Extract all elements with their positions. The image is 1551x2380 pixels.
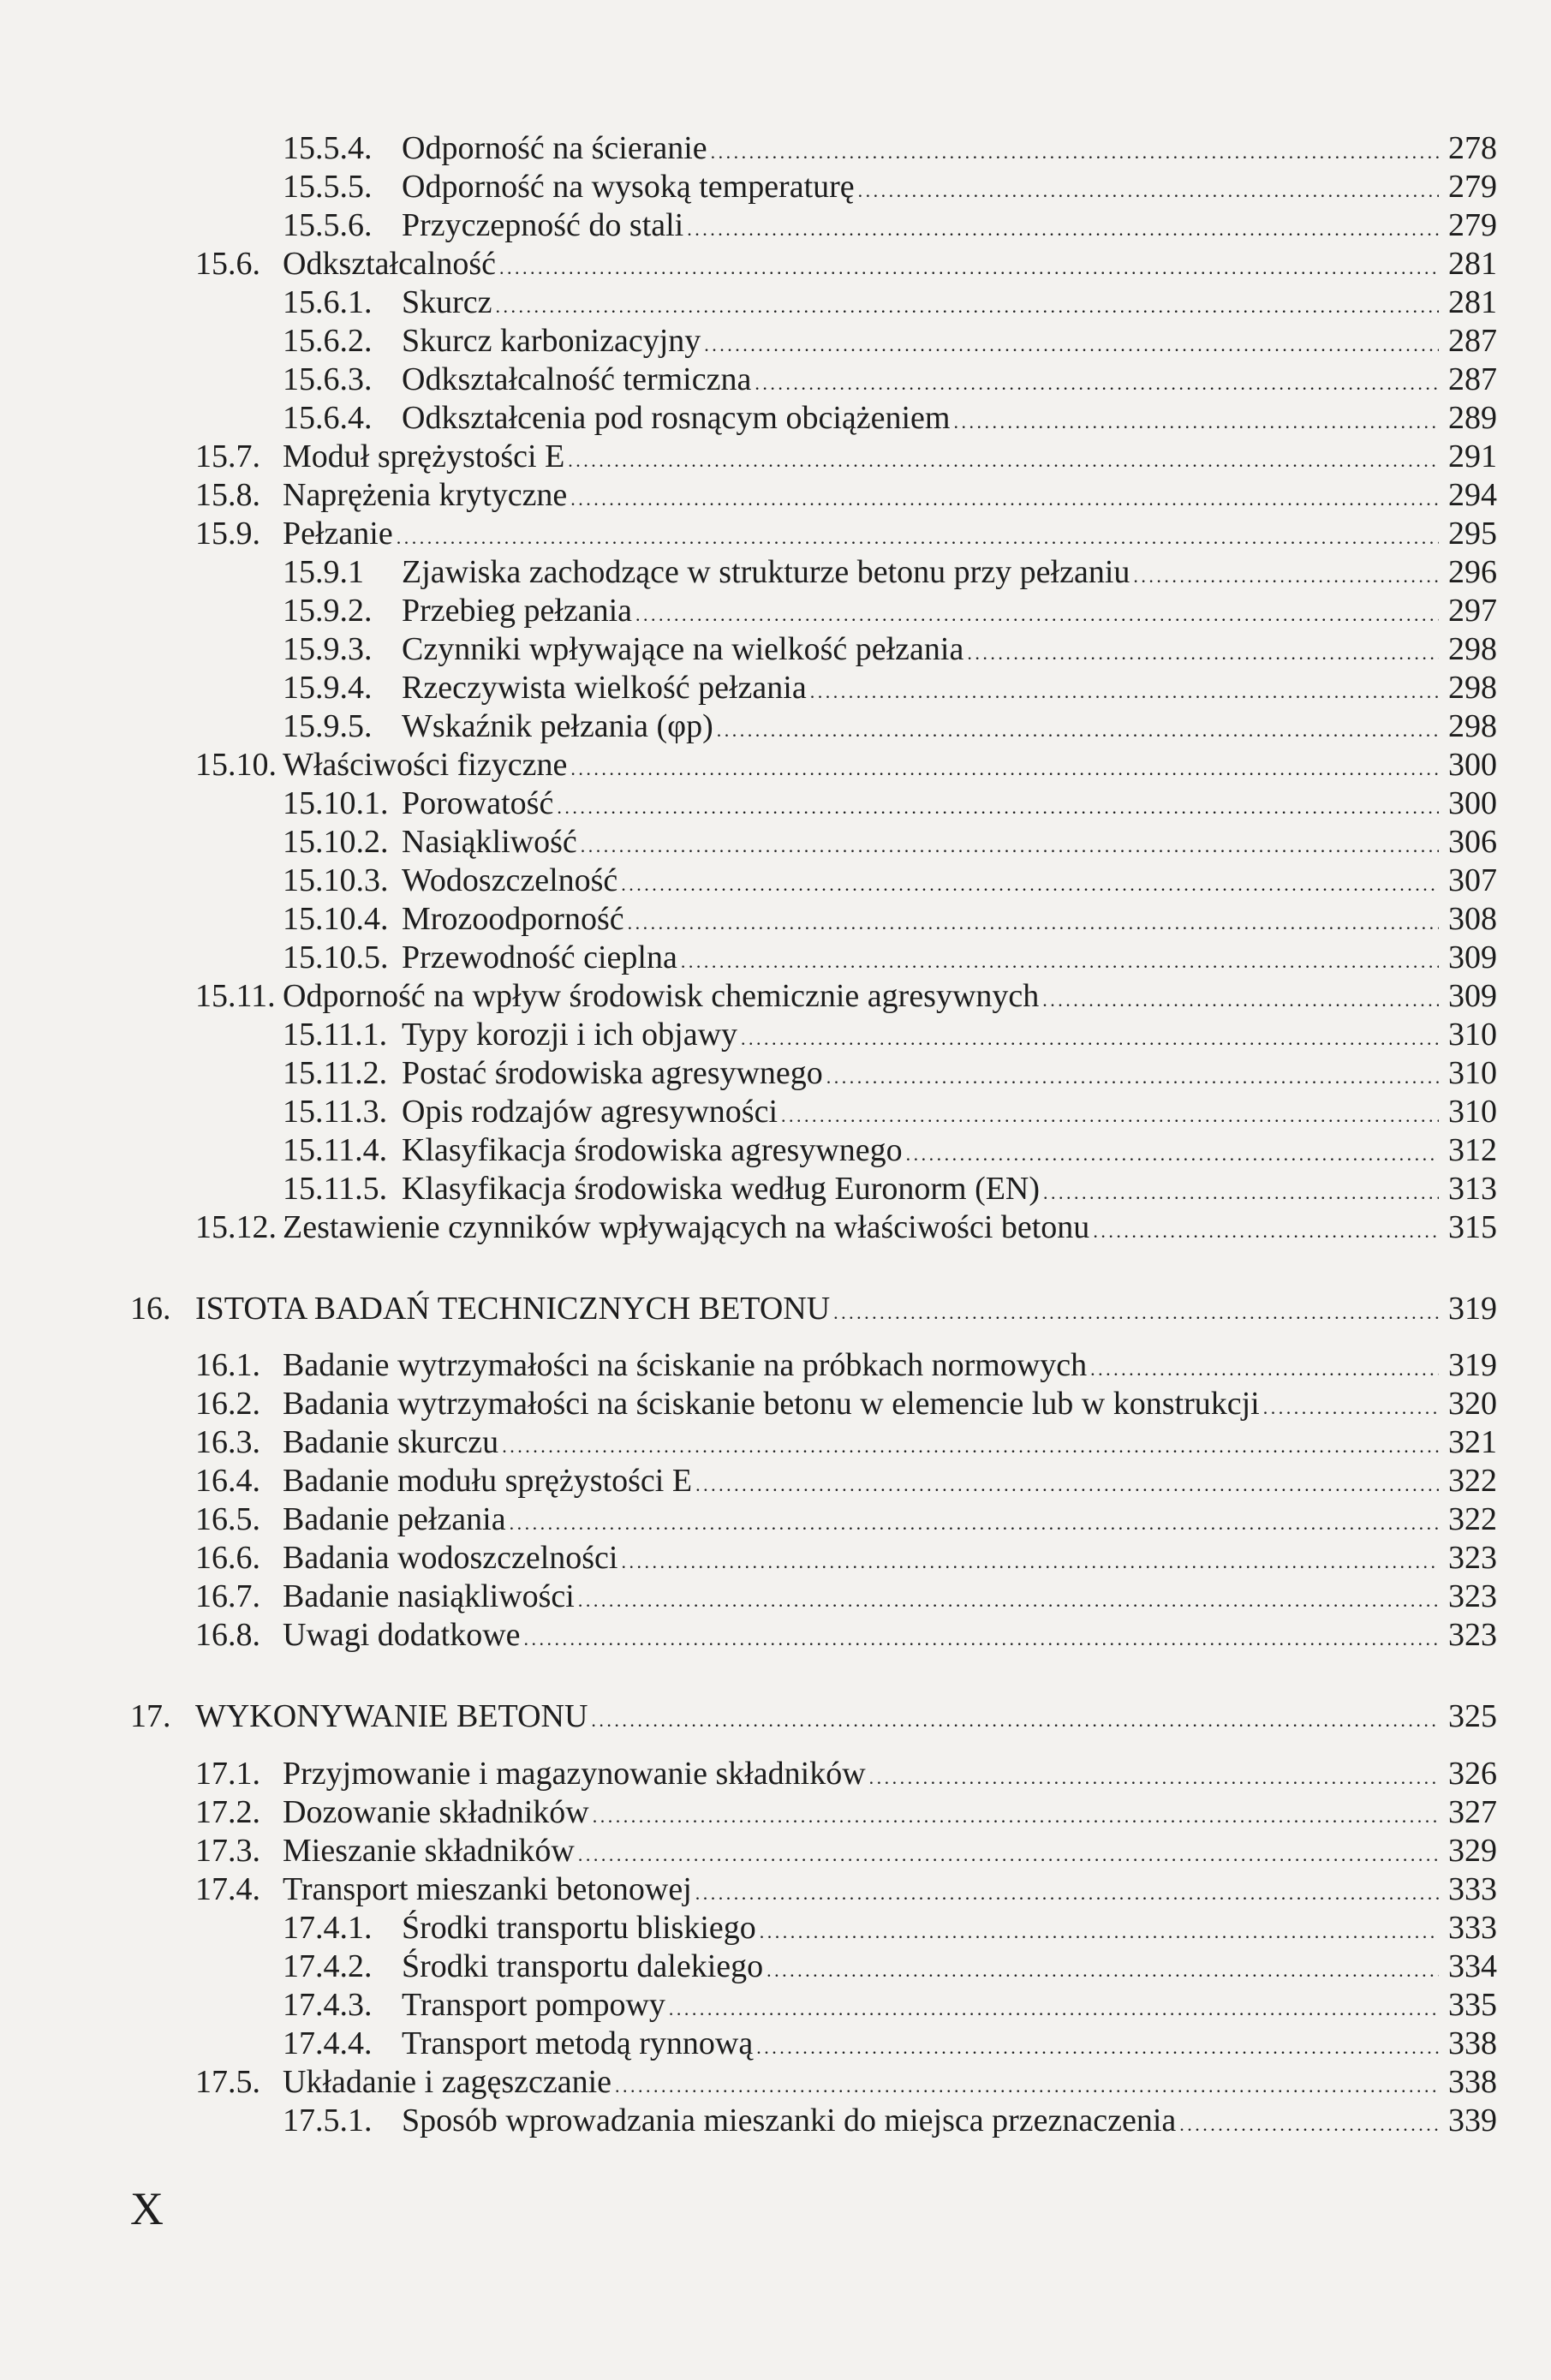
toc-entry-page: 319 — [1448, 1291, 1497, 1327]
toc-entry-page: 310 — [1448, 1017, 1497, 1053]
dot-leader — [1093, 1208, 1439, 1251]
toc-entry-number: 16.2. — [195, 1386, 260, 1422]
toc-entry-title: Opis rodzajów agresywności — [402, 1094, 778, 1130]
dot-leader — [397, 514, 1439, 558]
toc-entry-page: 338 — [1448, 2025, 1497, 2061]
toc-entry — [283, 1053, 1497, 1093]
toc-entry — [195, 1870, 1497, 1909]
dot-leader — [621, 1538, 1439, 1582]
dot-leader — [1090, 1345, 1439, 1389]
toc-entry-page: 327 — [1448, 1794, 1497, 1830]
toc-entry-number: 15.9.2. — [283, 593, 373, 629]
toc-entry-page: 310 — [1448, 1094, 1497, 1130]
toc-entry — [283, 321, 1497, 361]
dot-leader — [502, 1423, 1439, 1466]
toc-entry-number: 17.1. — [195, 1756, 260, 1792]
toc-entry-page: 279 — [1448, 169, 1497, 205]
dot-leader — [615, 2062, 1439, 2106]
toc-entry-page: 279 — [1448, 207, 1497, 243]
toc-entry-number: 16.1. — [195, 1347, 260, 1383]
toc-entry-page: 310 — [1448, 1055, 1497, 1091]
toc-entry-page: 333 — [1448, 1871, 1497, 1907]
toc-entry-title: Mrozoodporność — [402, 901, 624, 937]
toc-entry — [195, 1615, 1497, 1655]
dot-leader — [568, 437, 1439, 480]
dot-leader — [858, 167, 1439, 211]
dot-leader — [755, 360, 1439, 403]
toc-entry — [283, 2101, 1497, 2140]
toc-entry-number: 17.5. — [195, 2064, 260, 2100]
toc-entry-page: 323 — [1448, 1578, 1497, 1614]
toc-entry — [195, 1792, 1497, 1832]
dot-leader — [760, 1908, 1439, 1952]
toc-entry-title: Przewodność cieplna — [402, 939, 677, 975]
dot-leader — [510, 1500, 1439, 1543]
toc-entry-title: Rzeczywista wielkość pełzania — [402, 670, 807, 706]
toc-entry — [195, 1500, 1497, 1539]
toc-entry-title: Klasyfikacja środowiska agresywnego — [402, 1132, 903, 1168]
toc-entry-number: 15.10.1. — [283, 785, 389, 821]
toc-entry — [283, 2024, 1497, 2063]
toc-entry-number: 17.3. — [195, 1833, 260, 1869]
toc-entry-number: 15.6.4. — [283, 400, 373, 436]
dot-leader — [833, 1289, 1439, 1333]
toc-entry-title: Wodoszczelność — [402, 862, 618, 898]
toc-entry-page: 287 — [1448, 323, 1497, 359]
toc-entry-number: 16. — [130, 1291, 171, 1327]
toc-entry-page: 295 — [1448, 516, 1497, 552]
page-number: X — [130, 2183, 164, 2234]
toc-entry-number: 15.9.3. — [283, 631, 373, 667]
toc-entry-number: 16.4. — [195, 1463, 260, 1499]
toc-entry — [283, 283, 1497, 322]
toc-entry-number: 15.11. — [195, 978, 276, 1014]
toc-entry-number: 15.8. — [195, 477, 260, 513]
toc-entry-title: Badania wodoszczelności — [283, 1540, 618, 1576]
dot-leader — [570, 745, 1439, 789]
toc-entry-page: 315 — [1448, 1209, 1497, 1245]
toc-entry-number: 16.8. — [195, 1617, 260, 1653]
toc-entry-number: 15.9.5. — [283, 708, 373, 744]
toc-entry-number: 15.5.6. — [283, 207, 373, 243]
dot-leader — [681, 938, 1439, 981]
toc-entry — [195, 1831, 1497, 1870]
toc-entry-page: 320 — [1448, 1386, 1497, 1422]
toc-entry-title: Odkształcalność termiczna — [402, 361, 752, 397]
toc-entry-title: Przyjmowanie i magazynowanie składników — [283, 1756, 866, 1792]
toc-entry-number: 17.2. — [195, 1794, 260, 1830]
dot-leader — [810, 668, 1439, 712]
toc-entry-number: 17.4.4. — [283, 2025, 373, 2061]
toc-entry-number: 15.9. — [195, 516, 260, 552]
toc-entry-title: Badanie wytrzymałości na ściskanie na próbkach normowych — [283, 1347, 1088, 1383]
toc-entry-page: 323 — [1448, 1540, 1497, 1576]
toc-entry-number: 15.10.3. — [283, 862, 389, 898]
toc-entry-page: 319 — [1448, 1347, 1497, 1383]
dot-leader — [1043, 1169, 1439, 1213]
toc-entry-page: 278 — [1448, 130, 1497, 166]
toc-entry-page: 339 — [1448, 2103, 1497, 2138]
toc-entry-page: 298 — [1448, 708, 1497, 744]
toc-entry-page: 333 — [1448, 1910, 1497, 1946]
toc-entry-number: 15.11.3. — [283, 1094, 388, 1130]
dot-leader — [578, 1577, 1439, 1620]
toc-entry — [195, 745, 1497, 784]
toc-entry-title: Pełzanie — [283, 516, 393, 552]
toc-entry-title: Sposób wprowadzania mieszanki do miejsca przeznaczenia — [402, 2103, 1177, 2138]
toc-entry-number: 15.6.3. — [283, 361, 373, 397]
toc-entry-page: 297 — [1448, 593, 1497, 629]
toc-entry-page: 307 — [1448, 862, 1497, 898]
toc-entry — [283, 206, 1497, 245]
toc-entry-title: WYKONYWANIE BETONU — [195, 1698, 588, 1734]
toc-entry-number: 15.10.2. — [283, 824, 389, 860]
toc-entry — [195, 2062, 1497, 2102]
toc-entry-number: 16.6. — [195, 1540, 260, 1576]
toc-entry-title: Odkształcalność — [283, 246, 497, 282]
dot-leader — [669, 1985, 1439, 2029]
toc-entry-page: 322 — [1448, 1501, 1497, 1537]
toc-entry-page: 294 — [1448, 477, 1497, 513]
toc-entry-title: Odporność na wpływ środowisk chemicznie agresywnych — [283, 978, 1040, 1014]
toc-entry-number: 15.10.4. — [283, 901, 389, 937]
dot-leader — [711, 128, 1439, 172]
toc-entry — [130, 1289, 1497, 1328]
toc-entry-page: 334 — [1448, 1948, 1497, 1984]
toc-entry-page: 306 — [1448, 824, 1497, 860]
dot-leader — [741, 1015, 1439, 1059]
toc-entry-page: 329 — [1448, 1833, 1497, 1869]
dot-leader — [687, 206, 1439, 249]
toc-entry-page: 338 — [1448, 2064, 1497, 2100]
toc-entry — [283, 822, 1497, 862]
toc-entry — [283, 784, 1497, 823]
toc-entry-title: Dozowanie składników — [283, 1794, 589, 1830]
dot-leader — [767, 1947, 1439, 1990]
toc-entry-page: 298 — [1448, 631, 1497, 667]
toc-entry-title: Skurcz — [402, 284, 492, 320]
toc-entry-page: 312 — [1448, 1132, 1497, 1168]
toc-entry-number: 17.4.3. — [283, 1987, 373, 2023]
toc-entry — [283, 1947, 1497, 1986]
toc-entry-number: 17.5.1. — [283, 2103, 373, 2138]
toc-entry-number: 15.10. — [195, 747, 277, 783]
toc-entry-page: 298 — [1448, 670, 1497, 706]
dot-leader — [621, 861, 1439, 904]
dot-leader — [717, 707, 1439, 750]
toc-entry-number: 15.6. — [195, 246, 260, 282]
toc-entry-title: Transport mieszanki betonowej — [283, 1871, 692, 1907]
toc-entry — [283, 167, 1497, 206]
toc-entry — [283, 1015, 1497, 1054]
toc-entry-number: 15.9.4. — [283, 670, 373, 706]
toc-entry — [283, 1092, 1497, 1131]
toc-entry — [130, 1697, 1497, 1736]
dot-leader — [756, 2024, 1439, 2067]
toc-entry-number: 15.10.5. — [283, 939, 389, 975]
toc-entry-title: Klasyfikacja środowiska według Euronorm (EN) — [402, 1171, 1041, 1207]
toc-entry-title: Transport pompowy — [402, 1987, 665, 2023]
toc-entry-number: 17.4.2. — [283, 1948, 373, 1984]
toc-entry — [195, 976, 1497, 1016]
dot-leader — [1042, 976, 1439, 1020]
toc-entry-title: Mieszanie składników — [283, 1833, 575, 1869]
toc-entry — [195, 1384, 1497, 1423]
dot-leader — [628, 899, 1439, 943]
toc-entry — [195, 514, 1497, 553]
toc-entry-title: Środki transportu bliskiego — [402, 1910, 756, 1946]
dot-leader — [557, 784, 1439, 827]
dot-leader — [953, 398, 1439, 442]
toc-entry-title: Naprężenia krytyczne — [283, 477, 568, 513]
toc-entry-number: 17.4.1. — [283, 1910, 373, 1946]
toc-entry-page: 323 — [1448, 1617, 1497, 1653]
toc-entry-number: 15.11.4. — [283, 1132, 388, 1168]
toc-entry-page: 325 — [1448, 1698, 1497, 1734]
toc-entry-title: Przebieg pełzania — [402, 593, 633, 629]
toc-entry — [283, 668, 1497, 707]
toc-entry — [283, 591, 1497, 630]
toc-entry — [283, 360, 1497, 399]
toc-entry-title: Właściwości fizyczne — [283, 747, 568, 783]
toc-entry-page: 309 — [1448, 939, 1497, 975]
toc-entry-title: Transport metodą rynnową — [402, 2025, 754, 2061]
toc-entry — [283, 629, 1497, 669]
toc-entry-title: Zestawienie czynników wpływających na właściwości betonu — [283, 1209, 1090, 1245]
toc-entry — [195, 1345, 1497, 1385]
toc-entry-number: 15.11.5. — [283, 1171, 388, 1207]
toc-entry-page: 335 — [1448, 1987, 1497, 2023]
toc-entry-number: 17.4. — [195, 1871, 260, 1907]
dot-leader — [967, 629, 1439, 673]
toc-entry — [195, 1423, 1497, 1462]
dot-leader — [704, 321, 1439, 365]
dot-leader — [781, 1092, 1439, 1136]
toc-entry-number: 16.7. — [195, 1578, 260, 1614]
toc-entry — [283, 398, 1497, 438]
dot-leader — [695, 1870, 1439, 1913]
toc-entry — [195, 1538, 1497, 1578]
toc-entry-title: Badanie pełzania — [283, 1501, 506, 1537]
toc-entry — [195, 475, 1497, 515]
toc-entry-page: 291 — [1448, 438, 1497, 474]
toc-entry-number: 15.6.1. — [283, 284, 373, 320]
toc-entry — [283, 938, 1497, 977]
toc-entry-title: Skurcz karbonizacyjny — [402, 323, 701, 359]
toc-entry-title: Postać środowiska agresywnego — [402, 1055, 823, 1091]
toc-entry — [283, 1130, 1497, 1170]
toc-entry-page: 313 — [1448, 1171, 1497, 1207]
dot-leader — [635, 591, 1439, 635]
toc-entry-number: 15.11.1. — [283, 1017, 388, 1053]
toc-entry-page: 321 — [1448, 1424, 1497, 1460]
toc-entry-page: 309 — [1448, 978, 1497, 1014]
toc-entry-number: 15.5.4. — [283, 130, 373, 166]
toc-entry-title: Badanie nasiąkliwości — [283, 1578, 575, 1614]
toc-entry-title: Układanie i zagęszczanie — [283, 2064, 611, 2100]
toc-entry — [283, 552, 1497, 592]
toc-entry — [195, 437, 1497, 476]
toc-entry-page: 322 — [1448, 1463, 1497, 1499]
dot-leader — [1263, 1384, 1439, 1428]
toc-entry-title: Badanie modułu sprężystości E — [283, 1463, 693, 1499]
toc-entry-number: 15.12. — [195, 1209, 277, 1245]
toc-entry-page: 300 — [1448, 747, 1497, 783]
dot-leader — [826, 1053, 1439, 1097]
toc-entry — [195, 1461, 1497, 1500]
toc-entry-number: 15.5.5. — [283, 169, 373, 205]
toc-entry — [283, 707, 1497, 746]
toc-entry-title: Badanie skurczu — [283, 1424, 499, 1460]
dot-leader — [906, 1130, 1439, 1174]
dot-leader — [695, 1461, 1439, 1505]
toc-entry — [283, 1169, 1497, 1208]
dot-leader — [524, 1615, 1439, 1659]
toc-entry-title: Typy korozji i ich objawy — [402, 1017, 738, 1053]
toc-entry-number: 15.9.1 — [283, 554, 364, 590]
toc-entry-title: Wskaźnik pełzania (φp) — [402, 708, 713, 744]
dot-leader — [591, 1697, 1439, 1740]
toc-entry — [195, 1577, 1497, 1616]
dot-leader — [1133, 552, 1439, 596]
toc-entry-title: Środki transportu dalekiego — [402, 1948, 764, 1984]
dot-leader — [570, 475, 1439, 519]
toc-entry-page: 287 — [1448, 361, 1497, 397]
toc-entry-page: 326 — [1448, 1756, 1497, 1792]
toc-entry-title: Czynniki wpływające na wielkość pełzania — [402, 631, 964, 667]
toc-entry-page: 289 — [1448, 400, 1497, 436]
toc-entry-page: 296 — [1448, 554, 1497, 590]
toc-entry — [283, 1985, 1497, 2025]
toc-entry-number: 15.6.2. — [283, 323, 373, 359]
toc-entry-number: 15.11.2. — [283, 1055, 388, 1091]
toc-entry-number: 15.7. — [195, 438, 260, 474]
toc-entry — [195, 1208, 1497, 1247]
toc-entry-title: Odkształcenia pod rosnącym obciążeniem — [402, 400, 951, 436]
toc-entry-page: 281 — [1448, 246, 1497, 282]
dot-leader — [499, 244, 1439, 288]
toc-entry-title: Uwagi dodatkowe — [283, 1617, 521, 1653]
toc-entry — [283, 128, 1497, 168]
toc-entry-title: Porowatość — [402, 785, 554, 821]
toc-entry-title: Badania wytrzymałości na ściskanie betonu w elemencie lub w konstrukcji — [283, 1386, 1260, 1422]
toc-entry-number: 16.5. — [195, 1501, 260, 1537]
toc-entry-title: Nasiąkliwość — [402, 824, 577, 860]
dot-leader — [581, 822, 1439, 866]
toc-entry-number: 17. — [130, 1698, 171, 1734]
toc-entry-title: ISTOTA BADAŃ TECHNICZNYCH BETONU — [195, 1291, 831, 1327]
dot-leader — [869, 1754, 1439, 1798]
toc-entry — [283, 899, 1497, 939]
dot-leader — [593, 1792, 1439, 1836]
toc-entry-title: Zjawiska zachodzące w strukturze betonu przy pełzaniu — [402, 554, 1130, 590]
toc-entry-number: 16.3. — [195, 1424, 260, 1460]
toc-entry-title: Odporność na ścieranie — [402, 130, 707, 166]
toc-entry — [283, 1908, 1497, 1948]
dot-leader — [578, 1831, 1439, 1875]
toc-entry-title: Moduł sprężystości E — [283, 438, 565, 474]
toc-entry-title: Odporność na wysoką temperaturę — [402, 169, 855, 205]
toc-entry — [195, 244, 1497, 283]
dot-leader — [496, 283, 1439, 326]
toc-entry — [283, 861, 1497, 900]
toc-entry-title: Przyczepność do stali — [402, 207, 684, 243]
dot-leader — [1179, 2101, 1439, 2144]
toc-entry-page: 281 — [1448, 284, 1497, 320]
toc-entry-page: 308 — [1448, 901, 1497, 937]
toc-entry-page: 300 — [1448, 785, 1497, 821]
toc-entry — [195, 1754, 1497, 1793]
